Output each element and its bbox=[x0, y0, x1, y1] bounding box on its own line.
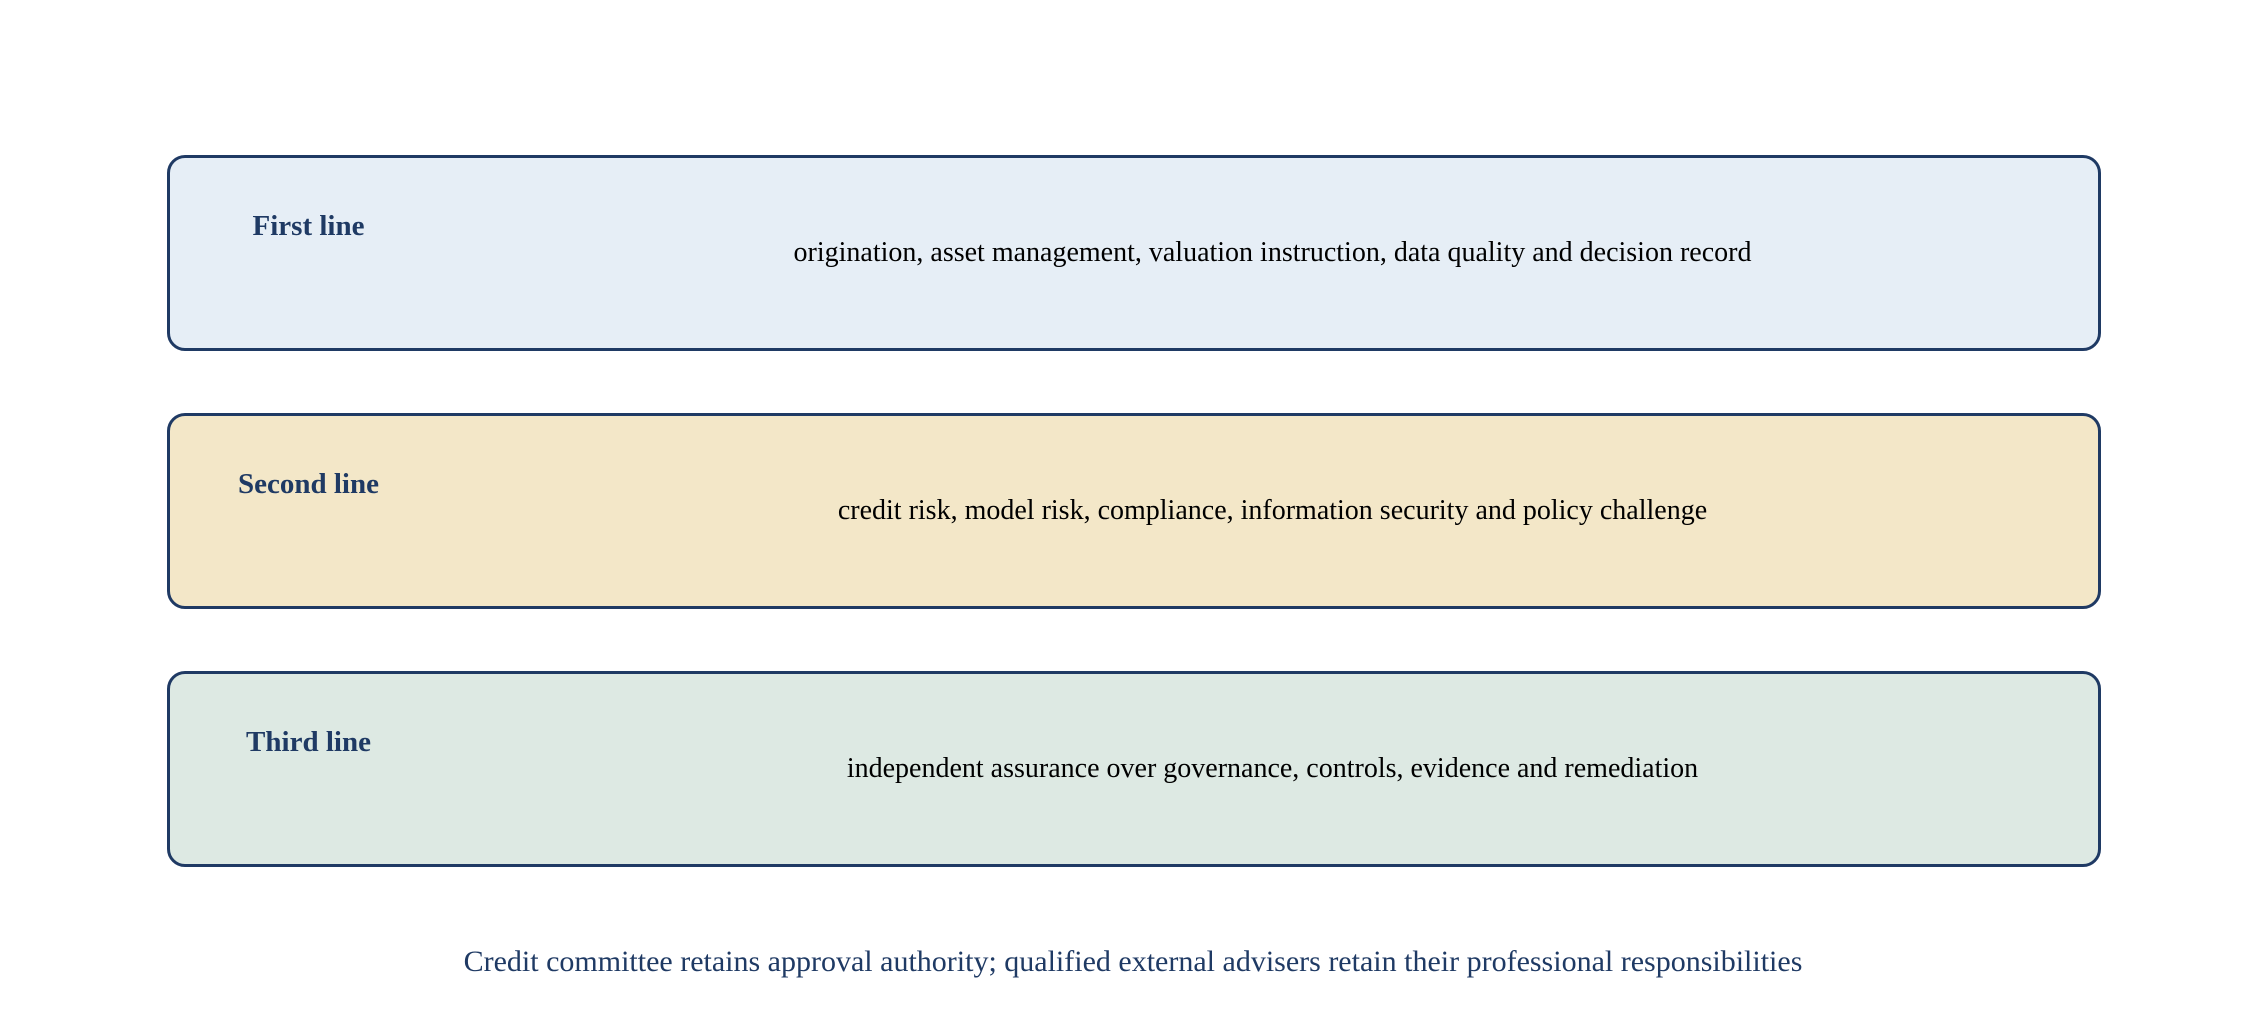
footer-note: Credit committee retains approval authority; qualified external advisers retain their professional responsibilities bbox=[463, 945, 1803, 978]
second-line-box bbox=[167, 413, 2101, 609]
second-line-title: Second line bbox=[238, 468, 379, 500]
first-line-box bbox=[167, 155, 2101, 351]
third-line-description: independent assurance over governance, controls, evidence and remediation bbox=[846, 753, 1699, 784]
third-line-title: Third line bbox=[246, 726, 371, 758]
third-line-box bbox=[167, 671, 2101, 867]
first-line-title: First line bbox=[252, 210, 365, 242]
first-line-description: origination, asset management, valuation instruction, data quality and decision record bbox=[793, 237, 1752, 268]
second-line-description: credit risk, model risk, compliance, information security and policy challenge bbox=[837, 495, 1708, 526]
